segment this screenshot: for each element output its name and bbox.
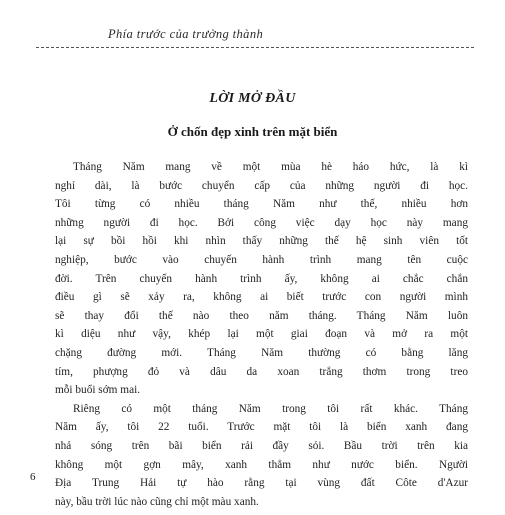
text-line: nghỉ dài, là bước chuyển cấp của những người đi học. xyxy=(55,179,468,192)
text-line: mỗi buổi sớm mai. xyxy=(55,384,141,397)
text-line: nghiệp, bước vào chuyến hành trình mang tên cuộc xyxy=(55,253,468,266)
text-line: Tôi từng có nhiều tháng Năm như thế, nhiều hơn xyxy=(55,198,468,211)
text-line: nhả sóng trên bãi biển rải đầy sỏi. Bầu trời trên kia xyxy=(55,439,468,452)
text-line: Năm ấy, tôi 22 tuổi. Trước mặt tôi là biển xanh đang xyxy=(55,421,468,434)
text-line: đời. Trên chuyến hành trình ấy, không ai chắc chắn xyxy=(55,272,468,285)
text-line: Tháng Năm mang về một mùa hè háo hức, là kì xyxy=(73,161,468,173)
text-line: Địa Trung Hải tự hào rằng tại vùng đất Côte d'Azur xyxy=(55,477,468,490)
header-divider xyxy=(36,47,474,48)
body-text xyxy=(55,158,468,511)
running-header: Phía trước của trưởng thành xyxy=(108,27,264,41)
text-line: Riêng có một tháng Năm trong tôi rất khác. Tháng xyxy=(73,402,468,415)
text-line: sẽ thay đổi thế nào theo năm tháng. Tháng Năm luôn xyxy=(55,309,468,322)
text-line: tím, phượng đỏ và dâu da xoan trắng thơm trong treo xyxy=(55,365,468,378)
chapter-subtitle: Ở chốn đẹp xinh trên mặt biển xyxy=(167,124,338,139)
text-line: không một gợn mây, xanh thẳm như nước biển. Người xyxy=(55,458,468,471)
chapter-title: LỜI MỞ ĐẦU xyxy=(209,91,296,106)
text-line: điều gì sẽ xảy ra, không ai biết trước con người mình xyxy=(55,291,468,304)
text-line: những người đi học. Bởi công việc dạy học này mang xyxy=(55,216,468,229)
text-line: này, bầu trời lúc nào cũng chỉ một màu xanh. xyxy=(55,495,259,508)
text-line: chặng đường mới. Tháng Năm thường có bằng lăng xyxy=(55,346,468,359)
text-line: lại sự bồi hồi khi nhìn thấy những thế hệ sinh viên tốt xyxy=(55,235,468,248)
text-line: kì diệu như vậy, khép lại một giai đoạn và mở ra một xyxy=(55,328,468,341)
page-number: 6 xyxy=(30,471,36,483)
